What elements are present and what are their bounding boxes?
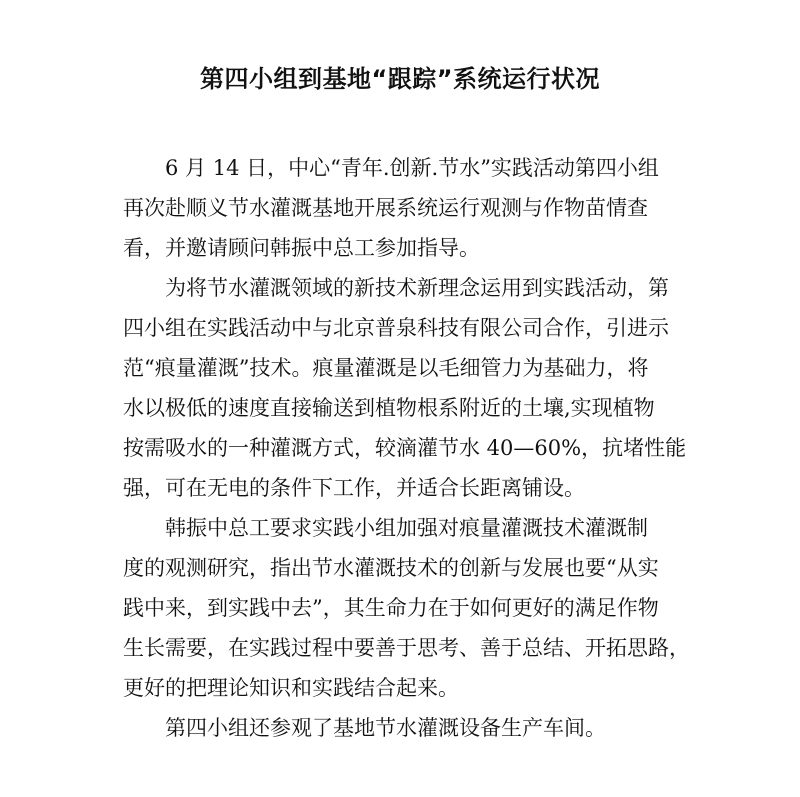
paragraph-3-line-4: 生长需要，在实践过程中要善于思考、善于总结、开拓思路，: [123, 636, 690, 660]
paragraph-3-line-5: 更好的把理论知识和实践结合起来。: [123, 676, 459, 700]
paragraph-3-line-3: 践中来，到实践中去”，其生命力在于如何更好的满足作物: [123, 596, 659, 620]
paragraph-2-line-1: 为将节水灌溉领域的新技术新理念运用到实践活动，第: [165, 276, 669, 300]
paragraph-1-line-2: 再次赴顺义节水灌溉基地开展系统运行观测与作物苗情查: [123, 196, 648, 220]
paragraph-2-line-5: 按需吸水的一种灌溉方式，较滴灌节水 40—60%，抗堵性能: [123, 436, 687, 460]
paragraph-2-line-2: 四小组在实践活动中与北京普泉科技有限公司合作，引进示: [123, 316, 669, 340]
paragraph-1-line-3: 看，并邀请顾问韩振中总工参加指导。: [123, 236, 480, 260]
document-title: 第四小组到基地“跟踪”系统运行状况: [199, 65, 601, 93]
paragraph-2-line-6: 强，可在无电的条件下工作，并适合长距离铺设。: [123, 476, 585, 500]
paragraph-4-line-1: 第四小组还参观了基地节水灌溉设备生产车间。: [165, 716, 606, 740]
paragraph-3-line-2: 度的观测研究，指出节水灌溉技术的创新与发展也要“从实: [123, 556, 659, 580]
paragraph-1-line-1: 6 月 14 日，中心“青年.创新.节水”实践活动第四小组: [165, 156, 659, 180]
paragraph-3-line-1: 韩振中总工要求实践小组加强对痕量灌溉技术灌溉制: [165, 516, 648, 540]
document-body: [123, 148, 690, 748]
paragraph-2-line-3: 范“痕量灌溉”技术。痕量灌溉是以毛细管力为基础力，将: [123, 356, 649, 380]
paragraph-2-line-4: 水以极低的速度直接输送到植物根系附近的土壤,实现植物: [123, 396, 655, 420]
